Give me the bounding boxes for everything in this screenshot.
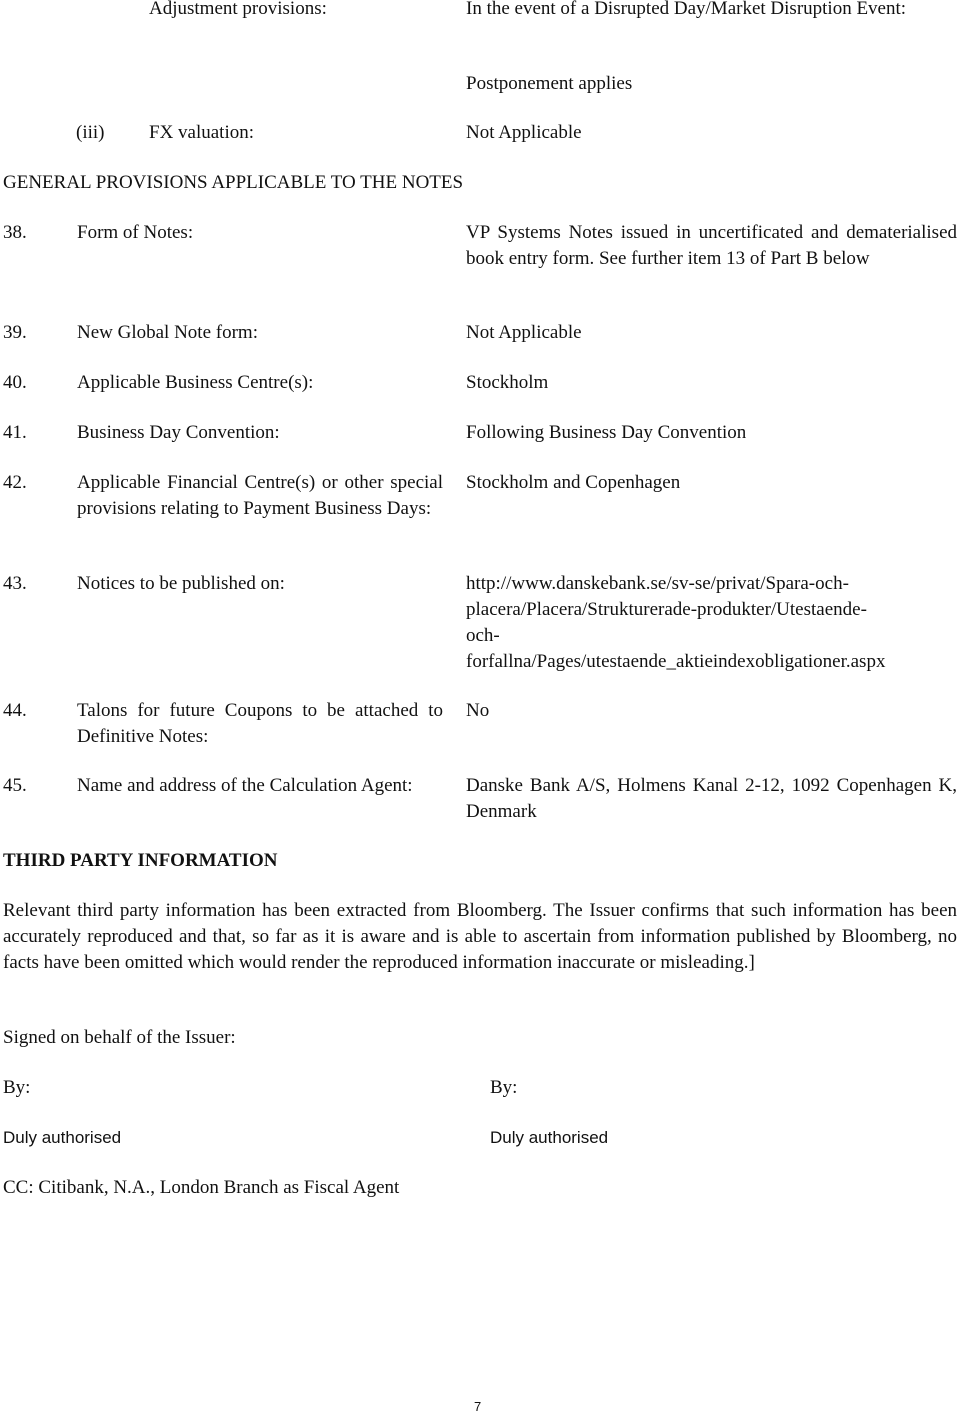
notices-url-line-2: placera/Placera/Strukturerade-produkter/Utestaende- xyxy=(466,599,867,620)
item-41-label: Business Day Convention: xyxy=(77,422,280,443)
page-number: 7 xyxy=(474,1399,482,1414)
item-39-number: 39. xyxy=(3,322,27,343)
fx-valuation-number: (iii) xyxy=(76,122,105,143)
item-43-number: 43. xyxy=(3,573,27,594)
by-right: By: xyxy=(490,1077,518,1098)
adjustment-provisions-value: In the event of a Disrupted Day/Market Disruption Event: xyxy=(466,0,907,19)
fx-valuation-label: FX valuation: xyxy=(149,122,255,143)
general-provisions-heading: GENERAL PROVISIONS APPLICABLE TO THE NOTES xyxy=(3,172,464,193)
notices-url-line-1: http://www.danskebank.se/sv-se/privat/Spara-och- xyxy=(466,573,849,594)
fx-valuation-value: Not Applicable xyxy=(466,122,582,143)
item-45-number: 45. xyxy=(3,775,27,796)
item-38-label: Form of Notes: xyxy=(77,222,194,243)
item-41-value: Following Business Day Convention xyxy=(466,422,747,443)
postponement-value: Postponement applies xyxy=(466,73,633,94)
item-45-label: Name and address of the Calculation Agent: xyxy=(77,775,413,796)
notices-url-line-3: och- xyxy=(466,625,500,646)
duly-authorised-left: Duly authorised xyxy=(3,1128,122,1147)
item-40-label: Applicable Business Centre(s): xyxy=(77,372,314,393)
third-party-paragraph: Relevant third party information has been extracted from Bloomberg. The Issuer confirms that such information has been accurately reproduced and that, so far as it is aware and is able to ascertain from information published by Bloomberg, no facts have been omitted which would render the reproduced information inaccurate or misleading.] xyxy=(3,900,957,973)
signed-on-behalf: Signed on behalf of the Issuer: xyxy=(3,1027,236,1048)
item-44-value: No xyxy=(466,700,490,721)
item-43-value[interactable] xyxy=(466,571,957,675)
item-38-number: 38. xyxy=(3,222,27,243)
adjustment-provisions-label: Adjustment provisions: xyxy=(149,0,327,19)
item-44-number: 44. xyxy=(3,700,27,721)
by-left: By: xyxy=(3,1077,31,1098)
cc-line: CC: Citibank, N.A., London Branch as Fiscal Agent xyxy=(3,1177,400,1198)
item-39-value: Not Applicable xyxy=(466,322,582,343)
item-40-value: Stockholm xyxy=(466,372,549,393)
duly-authorised-right: Duly authorised xyxy=(490,1128,609,1147)
item-38-value: VP Systems Notes issued in uncertificated and dematerialised book entry form. See further item 13 of Part B below xyxy=(466,222,957,269)
item-42-label: Applicable Financial Centre(s) or other special provisions relating to Payment Business Days: xyxy=(77,472,443,519)
notices-url-line-4: forfallna/Pages/utestaende_aktieindexobligationer.aspx xyxy=(466,651,886,672)
item-41-number: 41. xyxy=(3,422,27,443)
item-44-label: Talons for future Coupons to be attached to Definitive Notes: xyxy=(77,700,443,747)
third-party-heading: THIRD PARTY INFORMATION xyxy=(3,850,278,871)
item-45-value: Danske Bank A/S, Holmens Kanal 2-12, 1092 Copenhagen K, Denmark xyxy=(466,775,957,822)
item-43-label: Notices to be published on: xyxy=(77,573,285,594)
item-42-number: 42. xyxy=(3,472,27,493)
item-39-label: New Global Note form: xyxy=(77,322,258,343)
item-42-value: Stockholm and Copenhagen xyxy=(466,472,681,493)
item-40-number: 40. xyxy=(3,372,27,393)
